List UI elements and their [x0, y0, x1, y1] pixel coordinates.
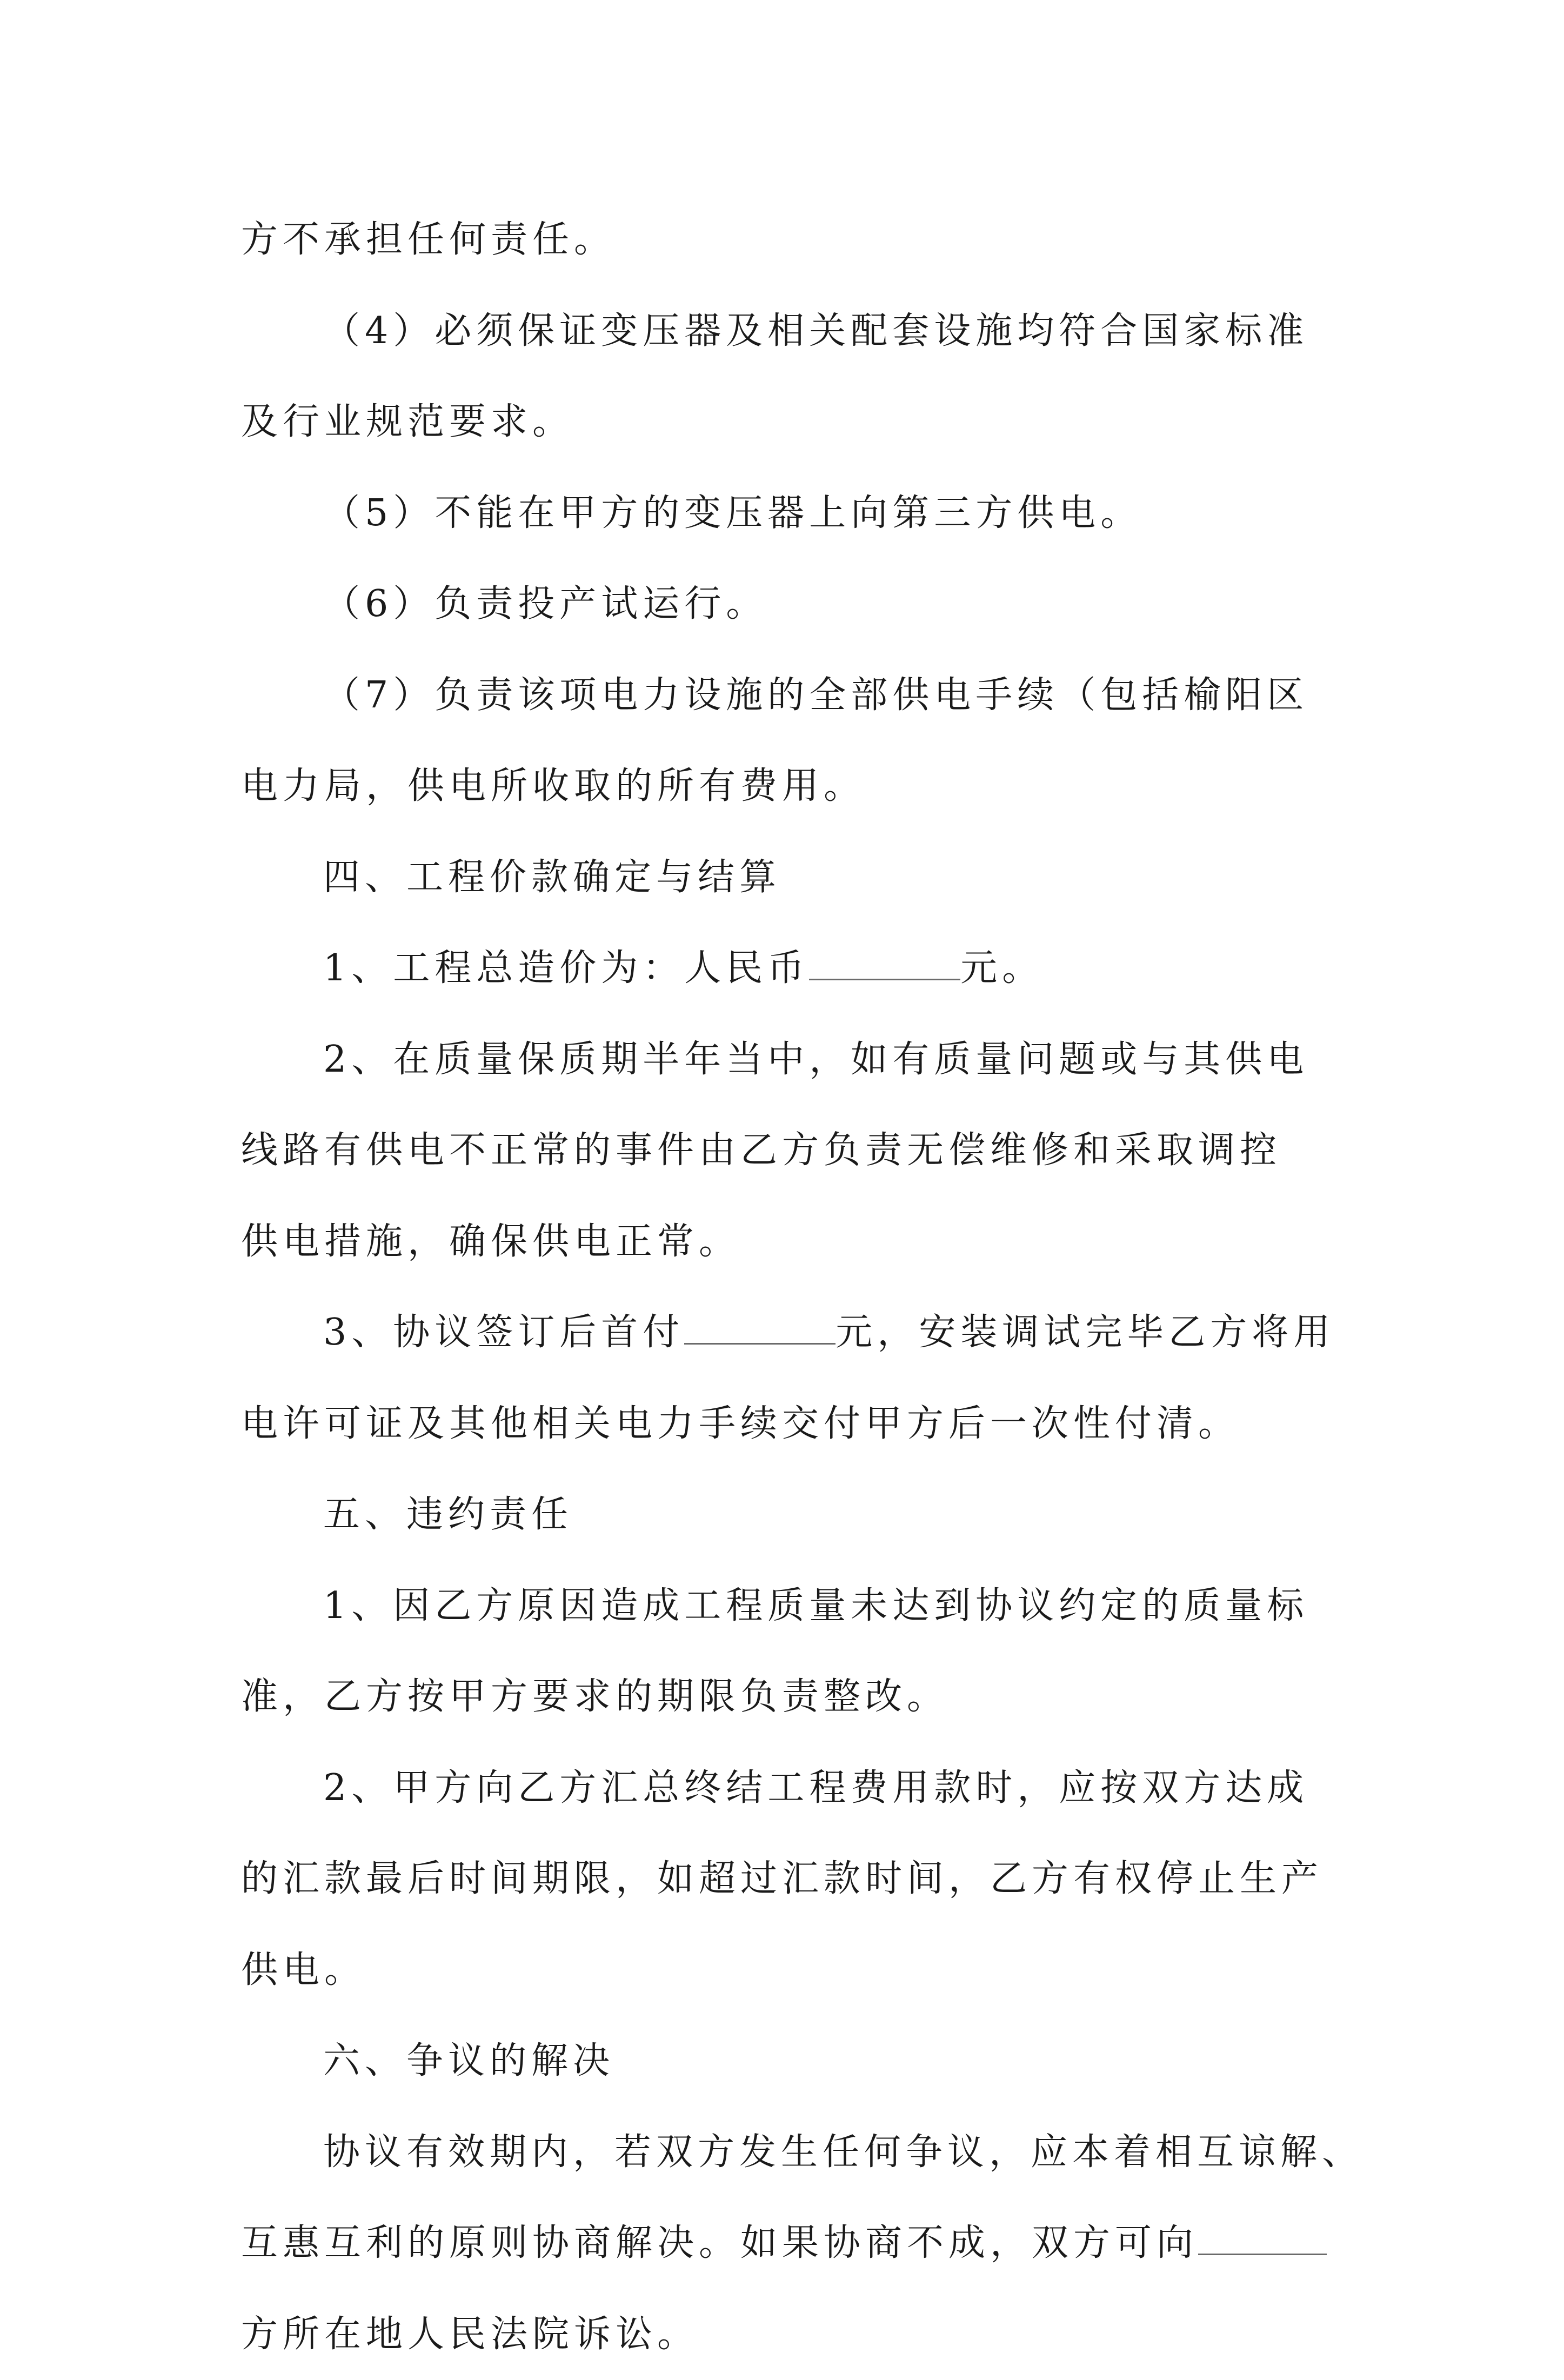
text-line: 方所在地人民法院诉讼。: [241, 2289, 1338, 2380]
text-segment: 元，安装调试完毕乙方将用: [836, 1311, 1335, 1354]
text-segment: 3、协议签订后首付: [323, 1311, 684, 1354]
fill-in-blank: [1198, 2222, 1327, 2255]
text-line: 线路有供电不正常的事件由乙方负责无偿维修和采取调控: [241, 1105, 1338, 1196]
text-line: （7）负责该项电力设施的全部供电手续（包括榆阳区: [241, 650, 1338, 741]
section-heading: 五、违约责任: [241, 1469, 1338, 1561]
document-page: [241, 195, 1338, 2380]
text-line: 供电。: [241, 1925, 1338, 2016]
text-line: （6）负责投产试运行。: [241, 559, 1338, 650]
section-heading: 四、工程价款确定与结算: [241, 832, 1338, 924]
text-line: 及行业规范要求。: [241, 377, 1338, 468]
text-line: 方不承担任何责任。: [241, 195, 1338, 286]
text-line: [241, 2198, 1338, 2289]
text-line: 1、因乙方原因造成工程质量未达到协议约定的质量标: [241, 1561, 1338, 1652]
text-line: 2、甲方向乙方汇总终结工程费用款时，应按双方达成: [241, 1743, 1338, 1834]
text-line: 电力局，供电所收取的所有费用。: [241, 741, 1338, 832]
text-line: 电许可证及其他相关电力手续交付甲方后一次性付清。: [241, 1379, 1338, 1470]
text-line: 供电措施，确保供电正常。: [241, 1196, 1338, 1288]
text-line: 准，乙方按甲方要求的期限负责整改。: [241, 1652, 1338, 1743]
text-segment: 1、工程总造价为：人民币: [323, 947, 809, 990]
text-line: [241, 923, 1338, 1014]
fill-in-blank: [684, 1312, 836, 1345]
text-segment: 互惠互利的原则协商解决。如果协商不成，双方可向: [241, 2222, 1198, 2264]
text-line: 2、在质量保质期半年当中，如有质量问题或与其供电: [241, 1014, 1338, 1106]
text-line: （4）必须保证变压器及相关配套设施均符合国家标准: [241, 286, 1338, 377]
section-heading: 六、争议的解决: [241, 2016, 1338, 2107]
text-line: [241, 1287, 1338, 1379]
text-line: （5）不能在甲方的变压器上向第三方供电。: [241, 468, 1338, 559]
text-line: 协议有效期内，若双方发生任何争议，应本着相互谅解、: [241, 2107, 1338, 2198]
text-segment: 元。: [960, 947, 1044, 990]
fill-in-blank: [809, 947, 960, 980]
text-line: 的汇款最后时间期限，如超过汇款时间，乙方有权停止生产: [241, 1834, 1338, 1925]
